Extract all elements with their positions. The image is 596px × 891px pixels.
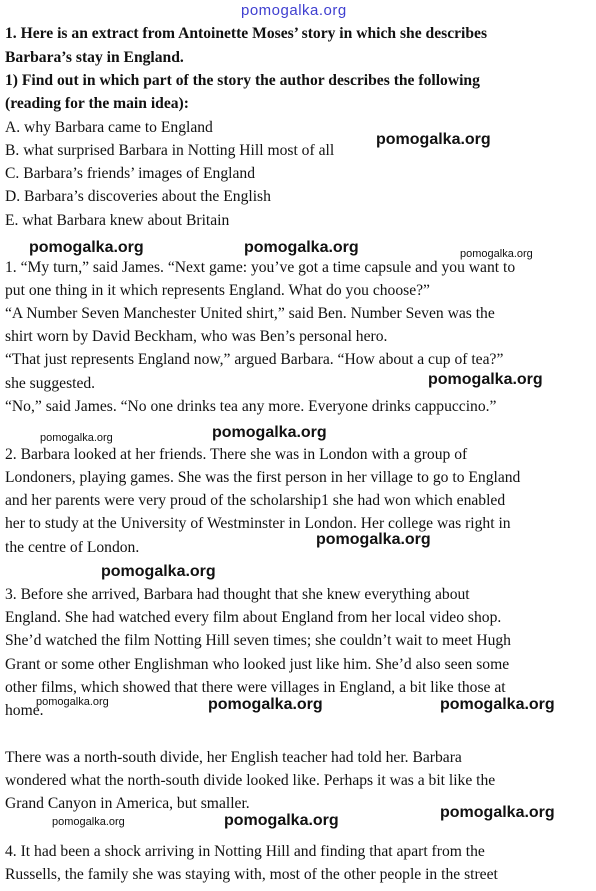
watermark: pomogalka.org [244, 239, 359, 256]
p2-line-2: Londoners, playing games. She was the first person in her village to go to England [5, 469, 521, 486]
option-e: E. what Barbara knew about Britain [5, 212, 230, 229]
watermark: pomogalka.org [224, 812, 339, 829]
p3-line-4: Grant or some other Englishman who looked just like him. She’d also seen some [5, 656, 510, 673]
p1-line-3: “A Number Seven Manchester United shirt,” said Ben. Number Seven was the [5, 305, 495, 322]
watermark: pomogalka.org [376, 131, 491, 148]
p1-line-7: “No,” said James. “No one drinks tea any more. Everyone drinks cappuccino.” [5, 398, 497, 415]
p3-line-5: other films, which showed that there were villages in England, a bit like those at [5, 679, 506, 696]
header-watermark: pomogalka.org [241, 2, 347, 19]
task-heading-cont: Barbara’s stay in England. [5, 49, 184, 66]
watermark: pomogalka.org [212, 424, 327, 441]
task-instruction: 1) Find out in which part of the story the author describes the following [5, 72, 480, 89]
p4-line-1: 4. It had been a shock arriving in Notting Hill and finding that apart from the [5, 843, 485, 860]
watermark: pomogalka.org [440, 804, 555, 821]
p3-line-2: England. She had watched every film about England from her local video shop. [5, 609, 502, 626]
p3b-line-1: There was a north-south divide, her English teacher had told her. Barbara [5, 749, 462, 766]
watermark: pomogalka.org [29, 239, 144, 256]
p3b-line-2: wondered what the north-south divide looked like. Perhaps it was a bit like the [5, 772, 496, 789]
p2-line-5: the centre of London. [5, 539, 140, 556]
watermark: pomogalka.org [101, 563, 216, 580]
p3b-line-3: Grand Canyon in America, but smaller. [5, 795, 250, 812]
p3-line-6: home. [5, 702, 44, 719]
p2-line-4: her to study at the University of Westminster in London. Her college was right in [5, 515, 511, 532]
option-a: A. why Barbara came to England [5, 119, 213, 136]
option-b: B. what surprised Barbara in Notting Hill most of all [5, 142, 335, 159]
task-heading: 1. Here is an extract from Antoinette Moses’ story in which she describes [5, 25, 488, 42]
watermark: pomogalka.org [440, 696, 555, 713]
p3-line-1: 3. Before she arrived, Barbara had thought that she knew everything about [5, 586, 470, 603]
p1-line-2: put one thing in it which represents England. What do you choose?” [5, 282, 430, 299]
option-d: D. Barbara’s discoveries about the English [5, 188, 271, 205]
watermark: pomogalka.org [40, 432, 113, 444]
p2-line-1: 2. Barbara looked at her friends. There she was in London with a group of [5, 446, 468, 463]
p1-line-6: she suggested. [5, 375, 96, 392]
watermark: pomogalka.org [208, 696, 323, 713]
watermark: pomogalka.org [52, 816, 125, 828]
p2-line-3: and her parents were very proud of the scholarship1 she had won which enabled [5, 492, 506, 509]
p4-line-2: Russells, the family she was staying with, most of the other people in the street [5, 866, 498, 883]
watermark: pomogalka.org [316, 531, 431, 548]
p1-line-4: shirt worn by David Beckham, who was Ben’s personal hero. [5, 328, 388, 345]
p1-line-1: 1. “My turn,” said James. “Next game: you’ve got a time capsule and you want to [5, 259, 516, 276]
watermark: pomogalka.org [36, 696, 109, 708]
watermark: pomogalka.org [460, 248, 533, 260]
watermark: pomogalka.org [428, 371, 543, 388]
option-c: C. Barbara’s friends’ images of England [5, 165, 256, 182]
p1-line-5: “That just represents England now,” argued Barbara. “How about a cup of tea?” [5, 351, 504, 368]
task-instruction-cont: (reading for the main idea): [5, 95, 189, 112]
p3-line-3: She’d watched the film Notting Hill seven times; she couldn’t wait to meet Hugh [5, 632, 511, 649]
